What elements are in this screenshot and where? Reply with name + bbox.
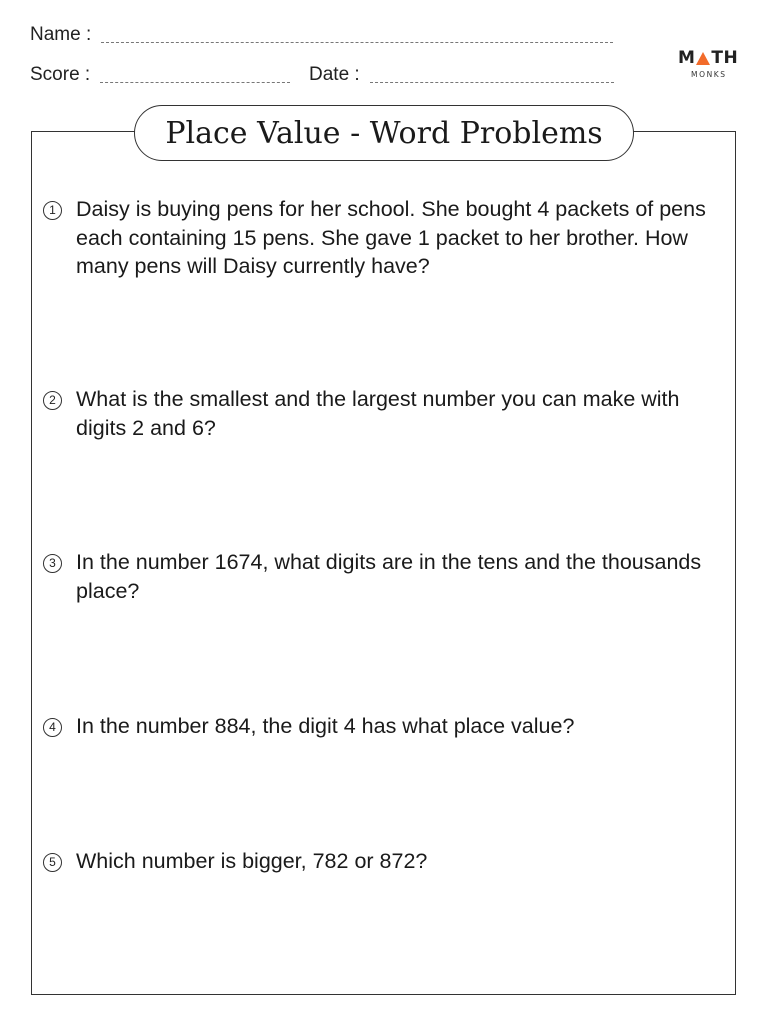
question-item bbox=[43, 548, 723, 605]
score-field[interactable] bbox=[30, 64, 290, 86]
logo-text-m: M bbox=[678, 48, 696, 68]
logo-subtext: MONKS bbox=[691, 70, 727, 79]
question-item bbox=[43, 385, 723, 442]
question-text: In the number 884, the digit 4 has what place value? bbox=[76, 714, 575, 738]
logo-text-th: TH bbox=[711, 48, 739, 68]
date-field[interactable] bbox=[309, 64, 614, 86]
question-text: In the number 1674, what digits are in the tens and the thousands place? bbox=[76, 550, 702, 603]
worksheet-title: Place Value - Word Problems bbox=[165, 115, 603, 151]
question-text: Daisy is buying pens for her school. She bought 4 packets of pens each containing 15 pens. She gave 1 packet to her brother. How many pens will Daisy currently have? bbox=[76, 197, 706, 278]
question-number-badge: 3 bbox=[43, 554, 62, 573]
math-monks-logo bbox=[678, 50, 742, 79]
score-label: Score : bbox=[30, 64, 91, 85]
question-number-badge: 5 bbox=[43, 853, 62, 872]
name-label: Name : bbox=[30, 24, 92, 45]
date-label: Date : bbox=[309, 64, 360, 85]
date-line[interactable] bbox=[370, 81, 614, 83]
name-field[interactable] bbox=[30, 24, 613, 46]
question-item bbox=[43, 847, 723, 876]
question-item bbox=[43, 195, 723, 281]
question-number-badge: 1 bbox=[43, 201, 62, 220]
question-item bbox=[43, 712, 723, 741]
name-line[interactable] bbox=[101, 41, 613, 43]
logo-triangle-icon bbox=[696, 52, 710, 65]
question-text: What is the smallest and the largest number you can make with digits 2 and 6? bbox=[76, 387, 680, 440]
title-banner bbox=[134, 105, 634, 161]
question-number-badge: 4 bbox=[43, 718, 62, 737]
question-text: Which number is bigger, 782 or 872? bbox=[76, 849, 428, 873]
question-number-badge: 2 bbox=[43, 391, 62, 410]
score-line[interactable] bbox=[100, 81, 290, 83]
